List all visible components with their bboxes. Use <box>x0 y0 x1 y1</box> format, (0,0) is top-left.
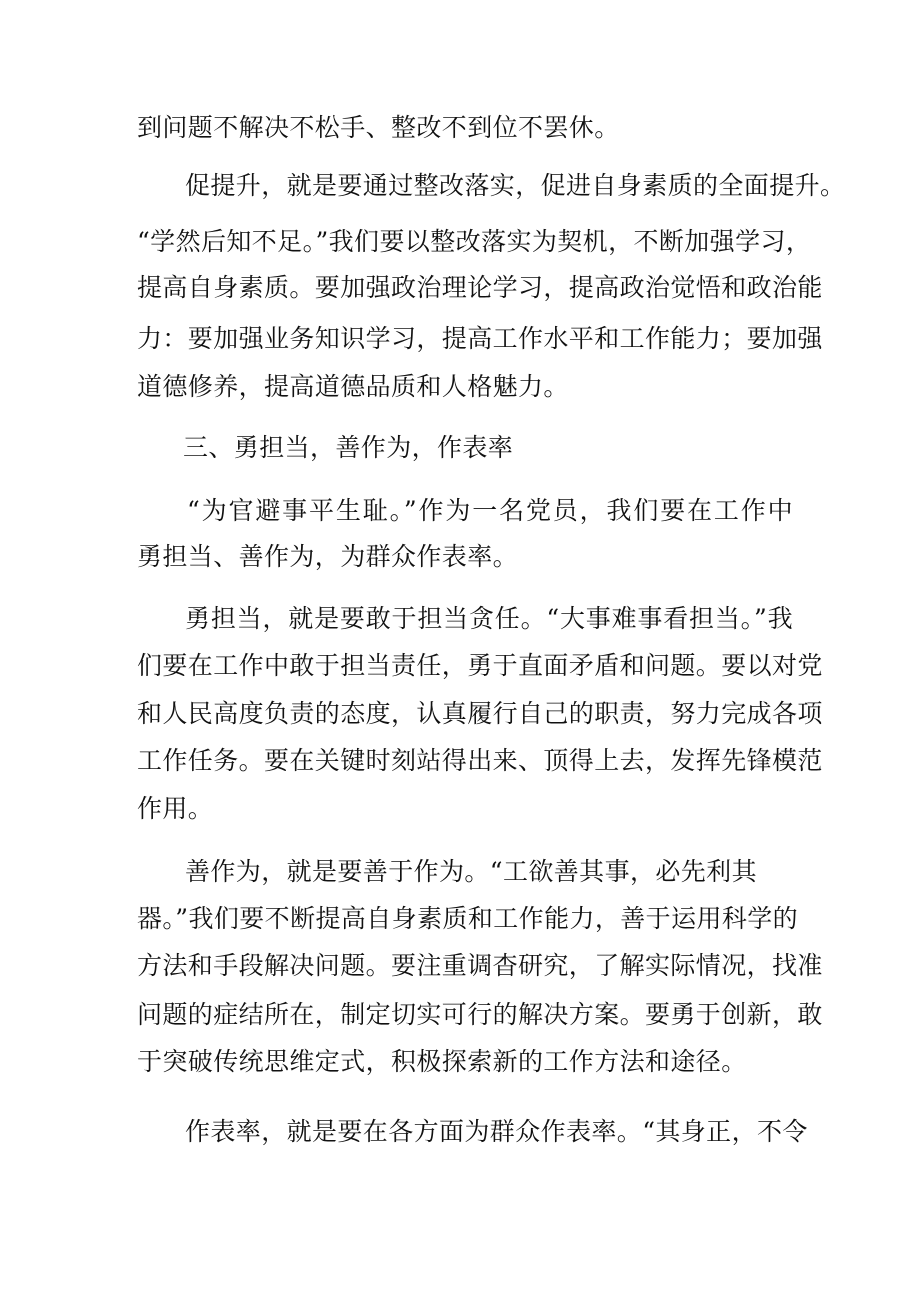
text-line: “学然后知不足。”我们要以整改落实为契机，不断加强学习， <box>137 227 812 256</box>
text-line: 方法和手段解决问题。要注重调杳研究，了解实际情况，找准 <box>137 951 823 980</box>
text-line: 善作为，就是要善于作为。“工欲善其事，必先利其 <box>185 857 757 886</box>
text-line: 作表率，就是要在各方面为群众作表率。“其身正，不令 <box>185 1117 808 1146</box>
text-line: 问题的症结所在，制定切实可行的解决方案。要勇于创新，敢 <box>137 1000 823 1029</box>
text-line: 到问题不解决不松手、整改不到位不罢休。 <box>137 113 620 142</box>
section-heading: 三、勇担当，善作为，作表率 <box>183 433 514 462</box>
text-line: 和人民高度负责的态度，认真履行自己的职责，努力完成各项 <box>137 699 823 728</box>
text-line: 提高自身素质。要加强政治理论学习，提高政治觉悟和政治能 <box>137 273 823 302</box>
text-line: 道德修养，提高道德品质和人格魅力。 <box>137 372 569 401</box>
text-line: 勇担当，就是要敢于担当贪任。“大事难事看担当。”我 <box>185 604 793 633</box>
text-line: 作用。 <box>137 794 214 823</box>
text-line: 工作任务。要在关键时刻站得出来、顶得上去，发挥先锋模范 <box>137 746 823 775</box>
text-line: “为官避事平生耻。”作为一名党员，我们要在工作中 <box>187 496 793 525</box>
text-line: 们要在工作中敢于担当责任，勇于直面矛盾和问题。要以对党 <box>137 651 823 680</box>
text-line: 器。”我们要不断提高自身素质和工作能力，善于运用科学的 <box>137 904 799 933</box>
text-line: 力：要加强业务知识学习，提高工作水平和工作能力；要加强 <box>137 324 823 353</box>
text-line: 于突破传统思维定式，积极探索新的工作方法和途径。 <box>137 1047 747 1076</box>
text-line: 促提升，就是要通过整改落实，促进自身素质的全面提升。 <box>185 171 846 200</box>
text-line: 勇担当、善作为，为群众作表率。 <box>137 542 519 571</box>
